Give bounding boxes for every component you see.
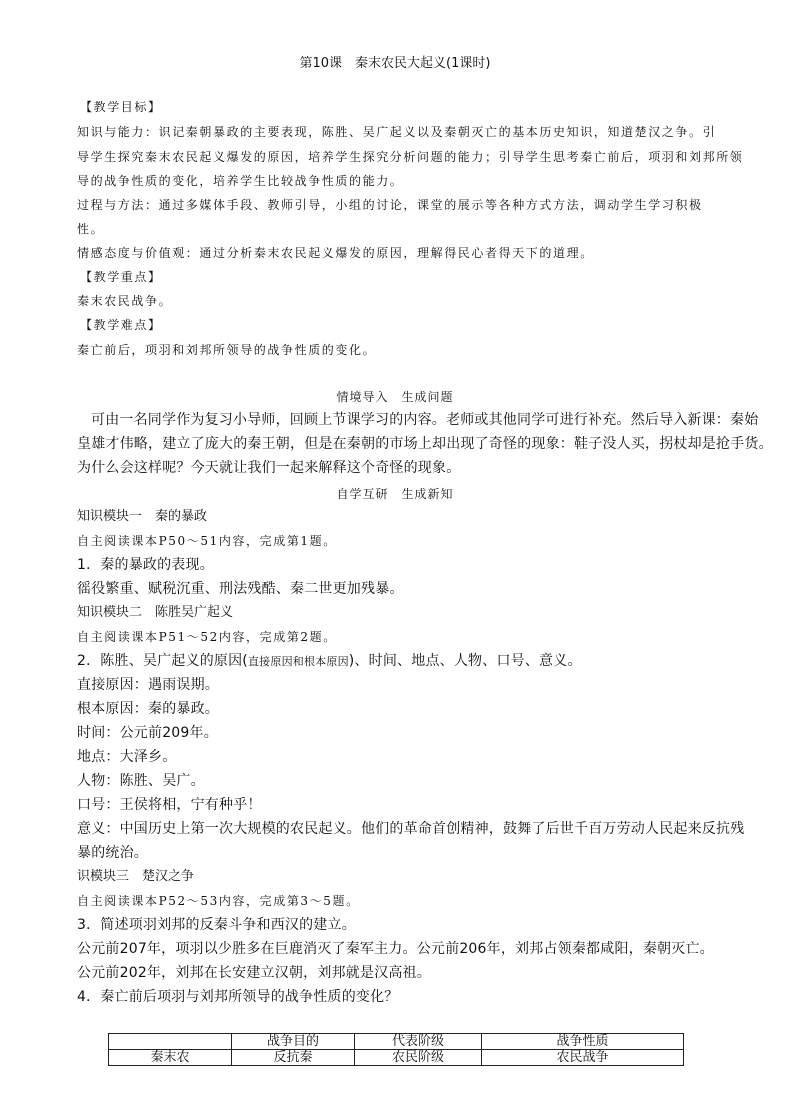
- difficulty-text: 秦亡前后，项羽和刘邦所领导的战争性质的变化。: [77, 343, 377, 357]
- knowledge-line-2: 导学生探究秦末农民起义爆发的原因，培养学生探究分析问题的能力；引导学生思考秦亡前后，项羽和刘邦所领: [77, 150, 744, 164]
- intro-paragraph-line-3: 为什么会这样呢？今天就让我们一起来解释这个奇怪的现象。: [77, 460, 461, 476]
- direct-cause: 直接原因：遇雨误期。: [77, 677, 219, 693]
- uprising-slogan: 口号：王侯将相，宁有种乎！: [77, 797, 262, 813]
- meaning-line-1: 意义：中国历史上第一次大规模的农民起义。他们的革命首创精神，鼓舞了后世千百万劳动人民起来反抗残: [77, 821, 745, 837]
- module-1-title: 知识模块一 秦的暴政: [77, 509, 208, 524]
- uprising-place: 地点：大泽乡。: [77, 749, 177, 765]
- study-heading: 自学互研 生成新知: [336, 487, 454, 501]
- module-1-reading: 自主阅读课本P50～51内容，完成第1题。: [77, 534, 337, 548]
- process-line-2: 性。: [77, 222, 105, 236]
- difficulty-heading: 【教学难点】: [80, 318, 162, 332]
- answer-3-line-2: 公元前202年，刘邦在长安建立汉朝，刘邦就是汉高祖。: [77, 965, 431, 981]
- table-header-cell: [109, 1034, 232, 1050]
- process-line-1: 过程与方法：通过多媒体手段、教师引导，小组的讨论，课堂的展示等各种方式方法，调动学生学习积极: [77, 198, 703, 212]
- uprising-people: 人物：陈胜、吴广。: [77, 773, 205, 789]
- intro-heading: 情境导入 生成问题: [336, 390, 454, 404]
- meaning-line-2: 暴的统治。: [77, 845, 148, 861]
- module-3-title: 识模块三 楚汉之争: [77, 869, 195, 884]
- intro-paragraph-line-1: 可由一名同学作为复习小导师，回顾上节课学习的内容。老师或其他同学可进行补充。然后导入新课：秦始: [91, 412, 759, 428]
- table-row: [109, 1050, 684, 1066]
- table-cell: 秦末农: [109, 1050, 232, 1066]
- module-2-title: 知识模块二 陈胜吴广起义: [77, 605, 234, 620]
- question-1: 1．秦的暴政的表现。: [77, 557, 214, 573]
- table-header-cell: 战争目的: [232, 1034, 355, 1050]
- knowledge-line-1: 知识与能力：识记秦朝暴政的主要表现，陈胜、吴广起义以及秦朝灭亡的基本历史知识，知道楚汉之争。引: [77, 125, 717, 139]
- question-3: 3．简述项羽刘邦的反秦斗争和西汉的建立。: [77, 917, 356, 933]
- key-point-text: 秦末农民战争。: [77, 294, 173, 308]
- key-point-heading: 【教学重点】: [80, 270, 162, 284]
- table-cell: 反抗秦: [232, 1050, 355, 1066]
- module-2-reading: 自主阅读课本P51～52内容，完成第2题。: [77, 630, 337, 644]
- table-cell: 农民战争: [482, 1050, 684, 1066]
- emotion-line: 情感态度与价值观：通过分析秦末农民起义爆发的原因，理解得民心者得天下的道理。: [77, 246, 594, 260]
- table-header-row: [109, 1034, 684, 1050]
- table-cell: 农民阶级: [355, 1050, 482, 1066]
- answer-1: 徭役繁重、赋税沉重、刑法残酷、秦二世更加残暴。: [77, 581, 404, 597]
- answer-3-line-1: 公元前207年，项羽以少胜多在巨鹿消灭了秦军主力。公元前206年，刘邦占领秦都咸阳，秦朝灭亡。: [77, 941, 714, 957]
- table-header-cell: 战争性质: [482, 1034, 684, 1050]
- intro-paragraph-line-2: 皇雄才伟略，建立了庞大的秦王朝，但是在秦朝的市场上却出现了奇怪的现象：鞋子没人买，拐杖却是抢手货。: [77, 436, 773, 452]
- root-cause: 根本原因：秦的暴政。: [77, 701, 219, 717]
- question-4: 4．秦亡前后项羽与刘邦所领导的战争性质的变化？: [77, 989, 399, 1005]
- lesson-title: 第10课 秦末农民大起义(1课时): [299, 56, 491, 71]
- war-nature-table: [108, 1033, 684, 1066]
- module-3-reading: 自主阅读课本P52～53内容，完成第3～5题。: [77, 894, 360, 908]
- question-2: 2．陈胜、吴广起义的原因(直接原因和根本原因)、时间、地点、人物、口号、意义。: [77, 653, 582, 669]
- uprising-time: 时间：公元前209年。: [77, 725, 218, 741]
- table-header-cell: 代表阶级: [355, 1034, 482, 1050]
- knowledge-line-3: 导的战争性质的变化，培养学生比较战争性质的能力。: [77, 174, 404, 188]
- objectives-heading: 【教学目标】: [80, 100, 162, 114]
